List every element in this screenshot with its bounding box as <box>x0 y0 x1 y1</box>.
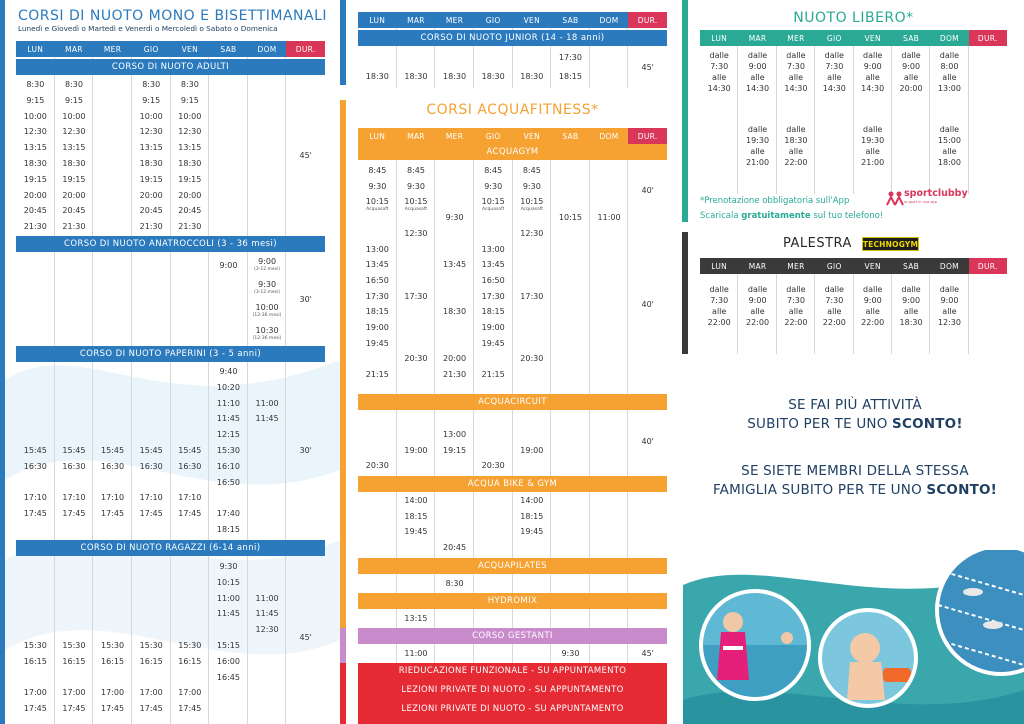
time-cell: 12:30 <box>520 228 544 238</box>
time-cell: 11:00 <box>404 649 428 658</box>
time-cell: 13:00 <box>481 244 505 254</box>
acqua-days-header <box>358 128 667 144</box>
duration-acquagym: 40' <box>641 300 654 309</box>
time-cell: 10:30 (12-36 mesi) <box>252 326 282 341</box>
time-cell: 21:15 <box>365 370 389 380</box>
time-cell: 16:30 <box>139 461 163 471</box>
palestra-days-header <box>700 258 1007 274</box>
day-header-sab: SAB <box>209 41 248 57</box>
duration-adulti: 45' <box>299 151 312 160</box>
time-cell: 14:00 <box>520 496 544 505</box>
time-cell: 17:30 <box>404 291 428 301</box>
day-header-sab: SAB <box>892 258 930 274</box>
time-cell: 11:45 <box>216 414 240 424</box>
time-cell: 20:30 <box>404 354 428 364</box>
time-cell: 20:00 <box>178 190 202 200</box>
time-cell: 12:30 <box>139 127 163 137</box>
time-cell: 10:00 <box>23 111 47 121</box>
hours-cell: dalle 7:30 alle 14:30 <box>707 51 731 93</box>
time-cell: 9:30 <box>484 181 503 191</box>
hours-cell: dalle 19:30 alle 21:00 <box>746 125 770 167</box>
section-acquacircuit: ACQUACIRCUIT <box>358 394 667 410</box>
time-cell: 15:45 <box>62 446 86 455</box>
time-cell: 13:15 <box>139 143 163 153</box>
day-header-mar: MAR <box>55 41 94 57</box>
day-header-ven: VEN <box>854 30 892 46</box>
day-header-dom: DOM <box>248 41 287 57</box>
time-cell: 9:30 <box>561 649 580 658</box>
day-header-mer: MER <box>435 12 474 28</box>
time-cell: 18:30 <box>62 159 86 168</box>
appointments-box <box>358 663 667 724</box>
day-header-gio: GIO <box>474 128 513 144</box>
day-header-ven: VEN <box>171 41 210 57</box>
day-header-ven: VEN <box>854 258 892 274</box>
time-cell: 10:15 Acquasoft <box>365 197 389 213</box>
time-cell: 19:45 <box>404 527 428 537</box>
junior-schedule <box>358 28 667 88</box>
time-cell: 17:40 <box>216 509 240 519</box>
time-cell: 13:45 <box>481 260 505 270</box>
section-anatroccoli: CORSO DI NUOTO ANATROCCOLI (3 - 36 mesi) <box>16 236 325 252</box>
time-cell: 16:30 <box>23 461 47 471</box>
time-cell: 11:00 <box>216 593 240 603</box>
left-schedule <box>16 57 325 724</box>
palestra-title: PALESTRA <box>783 236 852 251</box>
time-cell: 19:15 <box>443 445 467 455</box>
time-cell: 16:10 <box>216 461 240 471</box>
time-cell: 17:00 <box>139 688 163 698</box>
time-cell: 20:45 <box>178 206 202 216</box>
time-cell: 11:10 <box>216 398 240 408</box>
hours-cell: dalle 7:30 alle 22:00 <box>707 285 731 327</box>
time-cell: 17:30 <box>558 53 582 62</box>
time-cell: 20:00 <box>443 354 467 364</box>
time-cell: 18:30 <box>443 72 467 81</box>
appointment-line: LEZIONI PRIVATE DI NUOTO - SU APPUNTAMENTO <box>401 704 624 714</box>
libero-stripe <box>682 0 688 222</box>
time-cell: 13:15 <box>178 143 202 153</box>
column-divider <box>92 57 93 724</box>
time-cell: 17:00 <box>101 688 125 698</box>
day-header-dom: DOM <box>590 128 629 144</box>
time-cell: 10:00 <box>62 111 86 121</box>
time-cell: 18:30 <box>404 72 428 81</box>
time-cell: 16:50 <box>365 275 389 285</box>
column-divider <box>54 57 55 724</box>
appointment-line: LEZIONI PRIVATE DI NUOTO - SU APPUNTAMENTO <box>401 685 624 695</box>
booking-note: *Prenotazione obbligatoria sull'App <box>700 196 850 206</box>
day-header-mer: MER <box>777 30 815 46</box>
time-cell: 17:45 <box>139 509 163 519</box>
time-cell: 15:45 <box>101 446 125 455</box>
palestra-stripe <box>682 232 688 354</box>
hours-cell: dalle 7:30 alle 22:00 <box>822 285 846 327</box>
section-paperini: CORSO DI NUOTO PAPERINI (3 - 5 anni) <box>16 346 325 362</box>
acqua-schedule <box>358 144 667 664</box>
day-header-lun: LUN <box>358 128 397 144</box>
day-header-mer: MER <box>93 41 132 57</box>
time-cell: 13:15 <box>62 143 86 153</box>
day-header-mar: MAR <box>738 258 776 274</box>
time-cell: 16:30 <box>101 461 125 471</box>
time-cell: 16:15 <box>178 656 202 666</box>
day-header-lun: LUN <box>700 258 738 274</box>
time-cell: 15:45 <box>23 446 47 455</box>
acqua-title: CORSI ACQUAFITNESS* <box>426 102 599 118</box>
time-cell: 16:30 <box>62 461 86 471</box>
sportclubby-people-icon <box>886 190 904 206</box>
time-cell: 17:10 <box>139 493 163 503</box>
time-cell: 17:10 <box>178 493 202 503</box>
time-cell: 20:45 <box>139 206 163 216</box>
duration-acquacircuit: 40' <box>641 437 654 446</box>
time-cell: 17:30 <box>481 291 505 301</box>
time-cell: 11:45 <box>255 609 279 619</box>
left-days-header <box>16 41 325 57</box>
time-cell: 19:45 <box>365 338 389 348</box>
time-cell: 10:15 <box>558 213 582 223</box>
day-header-ven: VEN <box>513 12 552 28</box>
time-cell: 20:45 <box>443 543 467 553</box>
day-header-dur: DUR. <box>969 258 1007 274</box>
day-header-sab: SAB <box>551 128 590 144</box>
pool-photo-collage <box>683 550 1024 724</box>
time-cell: 20:30 <box>481 461 505 471</box>
day-header-mer: MER <box>777 258 815 274</box>
column-divider <box>170 57 171 724</box>
section-acquagym: ACQUAGYM <box>358 144 667 160</box>
palestra-schedule <box>700 274 1007 354</box>
time-cell: 9:15 <box>142 95 161 105</box>
time-cell: 18:30 <box>178 159 202 168</box>
time-cell: 8:30 <box>26 80 45 89</box>
time-cell: 13:00 <box>443 430 467 439</box>
time-cell: 9:30 <box>368 181 387 191</box>
time-cell: 17:00 <box>62 688 86 698</box>
hours-cell: dalle 9:00 alle 14:30 <box>746 51 770 93</box>
time-cell: 17:00 <box>23 688 47 698</box>
time-cell: 17:45 <box>62 509 86 519</box>
time-cell: 15:30 <box>101 641 125 650</box>
time-cell: 13:45 <box>365 260 389 270</box>
time-cell: 9:00 (3-12 mesi) <box>254 257 281 272</box>
time-cell: 12:30 <box>23 127 47 137</box>
time-cell: 20:45 <box>62 206 86 216</box>
time-cell: 8:30 <box>445 579 464 588</box>
time-cell: 16:15 <box>139 656 163 666</box>
time-cell: 18:30 <box>139 159 163 168</box>
hours-cell: dalle 7:30 alle 22:00 <box>784 285 808 327</box>
time-cell: 9:30 <box>522 181 541 191</box>
time-cell: 21:30 <box>23 222 47 232</box>
time-cell: 17:30 <box>520 291 544 301</box>
day-header-gio: GIO <box>474 12 513 28</box>
time-cell: 21:30 <box>178 222 202 232</box>
duration-anatroccoli: 30' <box>299 295 312 304</box>
time-cell: 15:30 <box>139 641 163 650</box>
day-header-sab: SAB <box>892 30 930 46</box>
time-cell: 13:15 <box>23 143 47 153</box>
time-cell: 18:30 <box>520 72 544 81</box>
time-cell: 19:00 <box>481 323 505 332</box>
day-header-dom: DOM <box>930 258 968 274</box>
time-cell: 17:45 <box>178 509 202 519</box>
day-header-ven: VEN <box>513 128 552 144</box>
section-hydromix: HYDROMIX <box>358 593 667 609</box>
time-cell: 9:15 <box>26 95 45 105</box>
time-cell: 21:30 <box>443 370 467 380</box>
time-cell: 13:15 <box>404 614 428 623</box>
hours-cell: dalle 7:30 alle 14:30 <box>784 51 808 93</box>
time-cell: 17:45 <box>23 509 47 519</box>
time-cell: 17:10 <box>101 493 125 503</box>
time-cell: 12:15 <box>216 430 240 440</box>
time-cell: 8:30 <box>180 80 199 89</box>
day-header-dur: DUR. <box>286 41 325 57</box>
sportclubby-logo: sportclubby lo sport in una app <box>886 190 968 206</box>
time-cell: 20:00 <box>62 190 86 200</box>
time-cell: 15:30 <box>23 641 47 650</box>
time-cell: 19:00 <box>404 445 428 455</box>
hours-cell: dalle 9:00 alle 22:00 <box>861 285 885 327</box>
time-cell: 17:45 <box>101 704 125 714</box>
time-cell: 8:45 <box>406 166 425 175</box>
duration-junior: 45' <box>641 63 654 72</box>
time-cell: 17:45 <box>101 509 125 519</box>
day-header-dom: DOM <box>930 30 968 46</box>
time-cell: 8:45 <box>368 166 387 175</box>
time-cell: 19:15 <box>139 174 163 184</box>
time-cell: 18:15 <box>365 307 389 317</box>
day-header-gio: GIO <box>815 30 853 46</box>
time-cell: 15:30 <box>178 641 202 650</box>
time-cell: 11:00 <box>597 213 621 223</box>
time-cell: 9:30 <box>219 562 238 571</box>
duration-gestanti: 45' <box>641 649 654 658</box>
time-cell: 20:30 <box>365 461 389 471</box>
download-note: Scaricala gratuitamente sul tuo telefono! <box>700 211 884 221</box>
red-stripe <box>340 663 346 724</box>
time-cell: 9:40 <box>219 367 238 376</box>
time-cell: 21:30 <box>139 222 163 232</box>
time-cell: 18:15 <box>216 525 240 534</box>
time-cell: 12:30 <box>62 127 86 137</box>
time-cell: 17:45 <box>178 704 202 714</box>
time-cell: 21:15 <box>481 370 505 380</box>
time-cell: 9:15 <box>180 95 199 105</box>
time-cell: 16:15 <box>23 656 47 666</box>
time-cell: 12:30 <box>404 228 428 238</box>
time-cell: 8:45 <box>484 166 503 175</box>
day-header-sab: SAB <box>551 12 590 28</box>
promo-text-2: SE SIETE MEMBRI DELLA STESSA FAMIGLIA SUBITO PER TE UNO SCONTO! <box>712 463 998 498</box>
time-cell: 15:30 <box>62 641 86 650</box>
time-cell: 15:30 <box>216 446 240 455</box>
libero-schedule <box>700 46 1007 194</box>
time-cell: 8:30 <box>142 80 161 89</box>
day-header-lun: LUN <box>16 41 55 57</box>
time-cell: 19:15 <box>62 174 86 184</box>
time-cell: 16:15 <box>62 656 86 666</box>
time-cell: 18:15 <box>404 511 428 521</box>
time-cell: 18:15 <box>558 72 582 81</box>
time-cell: 14:00 <box>404 496 428 505</box>
acqua-stripe <box>340 100 346 630</box>
day-header-lun: LUN <box>700 30 738 46</box>
time-cell: 16:00 <box>216 656 240 666</box>
time-cell: 19:00 <box>520 445 544 455</box>
hours-cell: dalle 9:00 alle 20:00 <box>899 51 923 93</box>
section-adulti: CORSO DI NUOTO ADULTI <box>16 59 325 75</box>
duration-ragazzi: 45' <box>299 633 312 642</box>
time-cell: 17:30 <box>365 291 389 301</box>
time-cell: 17:10 <box>62 493 86 503</box>
time-cell: 10:20 <box>216 382 240 392</box>
time-cell: 9:15 <box>64 95 83 105</box>
time-cell: 19:45 <box>481 338 505 348</box>
time-cell: 16:45 <box>216 672 240 682</box>
technogym-logo: TECHNOGYM <box>862 237 919 251</box>
promo-text-1: SE FAI PIÙ ATTIVITÀ SUBITO PER TE UNO SCONTO! <box>747 397 963 432</box>
time-cell: 16:15 <box>101 656 125 666</box>
time-cell: 10:15 Acquasoft <box>481 197 505 213</box>
time-cell: 21:30 <box>62 222 86 232</box>
time-cell: 16:50 <box>481 275 505 285</box>
time-cell: 15:15 <box>216 641 240 650</box>
time-cell: 12:30 <box>178 127 202 137</box>
hours-cell: dalle 18:30 alle 22:00 <box>784 125 808 167</box>
time-cell: 20:00 <box>139 190 163 200</box>
time-cell: 10:15 <box>216 577 240 587</box>
day-header-dur: DUR. <box>628 12 667 28</box>
time-cell: 18:15 <box>520 511 544 521</box>
time-cell: 11:45 <box>255 414 279 424</box>
time-cell: 10:00 <box>139 111 163 121</box>
hours-cell: dalle 15:00 alle 18:00 <box>937 125 961 167</box>
column-divider <box>131 57 132 724</box>
duration-paperini: 30' <box>299 446 312 455</box>
time-cell: 20:00 <box>23 190 47 200</box>
time-cell: 17:00 <box>178 688 202 698</box>
hours-cell: dalle 9:00 alle 12:30 <box>937 285 961 327</box>
day-header-dur: DUR. <box>969 30 1007 46</box>
day-header-dur: DUR. <box>628 128 667 144</box>
section-acquapilates: ACQUAPILATES <box>358 558 667 574</box>
time-cell: 9:00 <box>219 261 238 270</box>
junior-days-header <box>358 12 667 28</box>
time-cell: 18:30 <box>23 159 47 168</box>
day-header-mar: MAR <box>397 12 436 28</box>
time-cell: 16:50 <box>216 477 240 487</box>
left-title: CORSI DI NUOTO MONO E BISETTIMANALI <box>18 8 328 24</box>
libero-days-header <box>700 30 1007 46</box>
section-ragazzi: CORSO DI NUOTO RAGAZZI (6-14 anni) <box>16 540 325 556</box>
time-cell: 20:30 <box>520 354 544 364</box>
time-cell: 17:10 <box>23 493 47 503</box>
hours-cell: dalle 19:30 alle 21:00 <box>861 125 885 167</box>
time-cell: 13:00 <box>365 244 389 254</box>
time-cell: 16:30 <box>178 461 202 471</box>
duration-acquagym: 40' <box>641 186 654 195</box>
time-cell: 9:30 (3-12 mesi) <box>254 280 281 295</box>
time-cell: 15:45 <box>139 446 163 455</box>
time-cell: 20:45 <box>23 206 47 216</box>
time-cell: 10:00 <box>178 111 202 121</box>
appointment-line: RIEDUCAZIONE FUNZIONALE - SU APPUNTAMENTO <box>398 666 627 676</box>
day-header-mar: MAR <box>397 128 436 144</box>
time-cell: 11:00 <box>255 398 279 408</box>
time-cell: 11:00 <box>255 593 279 603</box>
day-header-gio: GIO <box>132 41 171 57</box>
time-cell: 10:15 Acquasoft <box>520 197 544 213</box>
day-header-mer: MER <box>435 128 474 144</box>
time-cell: 9:30 <box>406 181 425 191</box>
time-cell: 19:15 <box>23 174 47 184</box>
day-header-lun: LUN <box>358 12 397 28</box>
hours-cell: dalle 9:00 alle 22:00 <box>746 285 770 327</box>
time-cell: 8:45 <box>522 166 541 175</box>
hours-cell: dalle 7:30 alle 14:30 <box>822 51 846 93</box>
section-acquabike: ACQUA BIKE & GYM <box>358 476 667 492</box>
time-cell: 19:15 <box>178 174 202 184</box>
hours-cell: dalle 8:00 alle 13:00 <box>937 51 961 93</box>
time-cell: 15:45 <box>178 446 202 455</box>
time-cell: 12:30 <box>255 625 279 635</box>
time-cell: 10:00 (12-36 mesi) <box>252 303 282 318</box>
time-cell: 10:15 Acquasoft <box>404 197 428 213</box>
section-gestanti: CORSO GESTANTI <box>358 628 667 644</box>
time-cell: 17:45 <box>62 704 86 714</box>
hours-cell: dalle 9:00 alle 18:30 <box>899 285 923 327</box>
day-header-mar: MAR <box>738 30 776 46</box>
time-cell: 11:45 <box>216 609 240 619</box>
hours-cell: dalle 9:00 alle 14:30 <box>861 51 885 93</box>
time-cell: 18:30 <box>365 72 389 81</box>
junior-stripe <box>340 0 346 85</box>
time-cell: 17:45 <box>23 704 47 714</box>
time-cell: 18:30 <box>481 72 505 81</box>
day-header-dom: DOM <box>590 12 629 28</box>
time-cell: 17:45 <box>139 704 163 714</box>
time-cell: 18:30 <box>443 307 467 317</box>
left-subtitle: Lunedì e Giovedì o Martedì e Venerdì o Mercoledì o Sabato o Domenica <box>18 24 278 33</box>
libero-title: NUOTO LIBERO* <box>793 10 914 26</box>
gestanti-stripe <box>340 628 346 663</box>
time-cell: 9:30 <box>445 213 464 223</box>
time-cell: 18:15 <box>481 307 505 317</box>
time-cell: 19:45 <box>520 527 544 537</box>
time-cell: 13:45 <box>443 260 467 270</box>
day-header-gio: GIO <box>815 258 853 274</box>
section-junior: CORSO DI NUOTO JUNIOR (14 - 18 anni) <box>358 30 667 46</box>
time-cell: 19:00 <box>365 323 389 332</box>
time-cell: 8:30 <box>64 80 83 89</box>
